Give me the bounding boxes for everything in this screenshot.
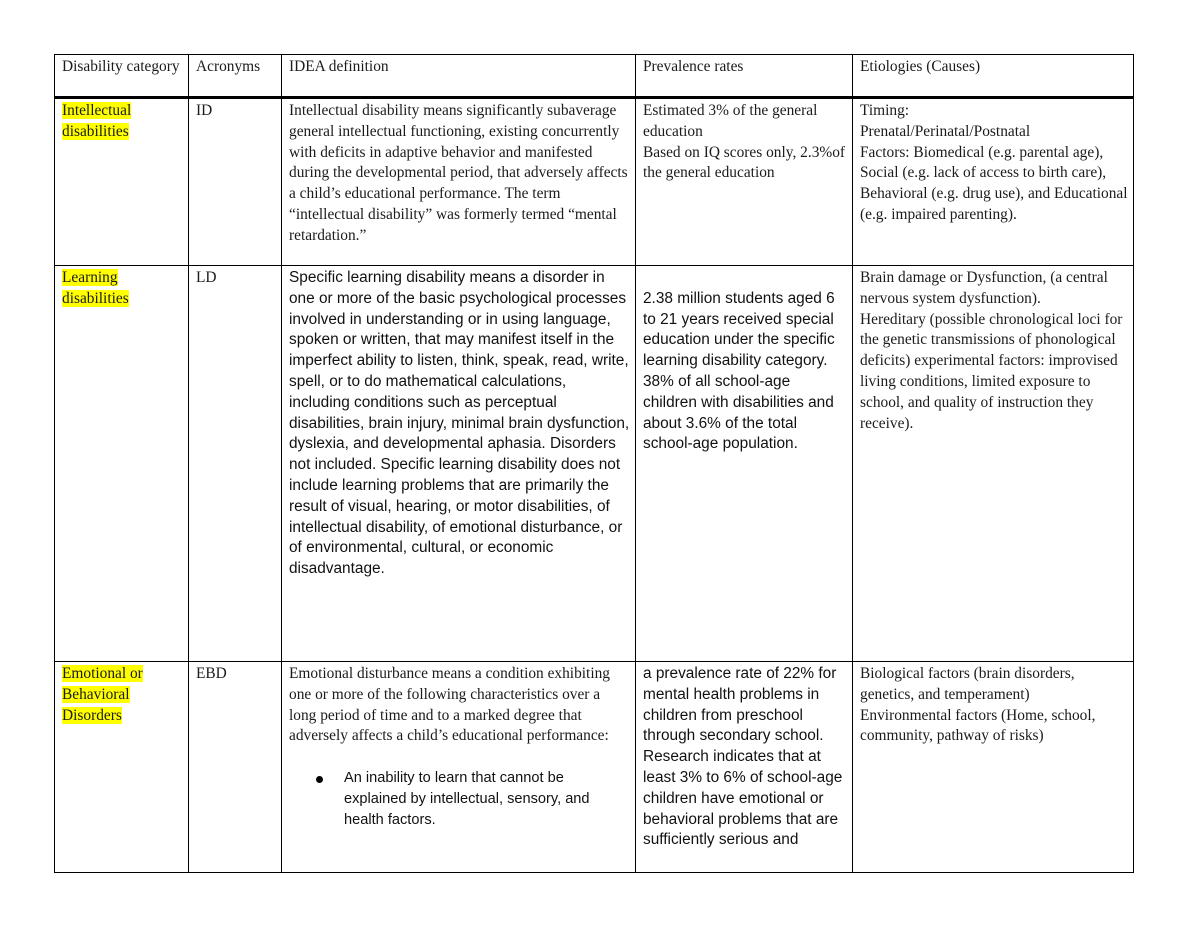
header-acronyms: Acronyms — [189, 55, 282, 98]
etiology-text: Biological factors (brain disorders, genetics, and temperament) — [860, 665, 1075, 703]
prevalence-cell — [636, 98, 853, 266]
prevalence-cell: a prevalence rate of 22% for mental health problems in children from preschool through secondary school. Research indicates that at least 3% to 6% of school-age children have emotional or behavioral problems that are sufficiently serious and — [636, 662, 853, 873]
category-highlight: Emotional or Behavioral Disorders — [62, 665, 143, 724]
etiology-text: Environmental factors (Home, school, community, pathway of risks) — [860, 706, 1096, 745]
header-disability-category: Disability category — [55, 55, 189, 98]
etiology-text: Prenatal/Perinatal/Postnatal — [860, 122, 1031, 140]
definition-cell: Specific learning disability means a disorder in one or more of the basic psychological processes involved in understanding or in using language, spoken or written, that may manifest itself in the imperfect ability to listen, think, speak, read, write, spell, or to do mathematical calculations, including conditions such as perceptual disabilities, brain injury, minimal brain dysfunction, dyslexia, and developmental aphasia. Disorders not included. Specific learning disability does not include learning problems that are primarily the result of visual, hearing, or motor disabilities, of intellectual disability, of emotional disturbance, or of environmental, cultural, or economic disadvantage. — [282, 266, 636, 662]
header-etiologies: Etiologies (Causes) — [853, 55, 1134, 98]
prevalence-cell — [636, 266, 853, 662]
definition-bullet-list — [289, 768, 630, 830]
header-prevalence-rates: Prevalence rates — [636, 55, 853, 98]
definition-cell — [282, 662, 636, 873]
etiology-cell — [853, 98, 1134, 266]
blank-line — [643, 268, 847, 289]
definition-text: Emotional disturbance means a condition exhibiting one or more of the following characteristics over a long period of time and to a marked degree that adversely affects a child’s educational performance: — [289, 665, 610, 745]
etiology-cell — [853, 266, 1134, 662]
blank-line — [289, 747, 630, 768]
definition-cell: Intellectual disability means significantly subaverage general intellectual functioning, existing concurrently with deficits in adaptive behavior and manifested during the developmental period, that adversely affects a child’s educational performance. The term “intellectual disability” was formerly termed “mental retardation.” — [282, 98, 636, 266]
etiology-cell — [853, 662, 1134, 873]
etiology-text: Timing: — [860, 102, 910, 119]
header-idea-definition: IDEA definition — [282, 55, 636, 98]
category-cell — [55, 98, 189, 266]
acronym-cell: LD — [189, 266, 282, 662]
etiology-text: Brain damage or Dysfunction, (a central nervous system dysfunction). — [860, 269, 1108, 307]
acronym-cell: EBD — [189, 662, 282, 873]
category-highlight: Intellectual disabilities — [62, 102, 132, 140]
category-highlight: Learning disabilities — [62, 269, 129, 307]
etiology-text: Factors: Biomedical (e.g. parental age), Social (e.g. lack of access to birth care), Behavioral (e.g. drug use), and Educational (e.g. impaired parenting). — [860, 143, 1128, 223]
list-item — [344, 768, 630, 830]
prevalence-text: 2.38 million students aged 6 to 21 years received special education under the specific learning disability category. 38% of all school-age children with disabilities and about 3.6% of the total school-age population. — [643, 289, 835, 453]
table-row — [55, 98, 1134, 266]
category-cell — [55, 266, 189, 662]
bullet-icon — [316, 776, 323, 783]
table-row — [55, 662, 1134, 873]
prevalence-text: Estimated 3% of the general education — [643, 102, 818, 140]
bullet-text: An inability to learn that cannot be explained by intellectual, sensory, and health factors. — [344, 769, 590, 828]
header-row — [55, 55, 1134, 98]
acronym-cell: ID — [189, 98, 282, 266]
etiology-text: Hereditary (possible chronological loci for the genetic transmissions of phonological deficits) experimental factors: improvised living conditions, limited exposure to school, and quality of instruction they receive). — [860, 310, 1123, 432]
prevalence-text: Based on IQ scores only, 2.3%of the general education — [643, 143, 846, 182]
table-row — [55, 266, 1134, 662]
category-cell — [55, 662, 189, 873]
disability-table — [54, 54, 1134, 873]
